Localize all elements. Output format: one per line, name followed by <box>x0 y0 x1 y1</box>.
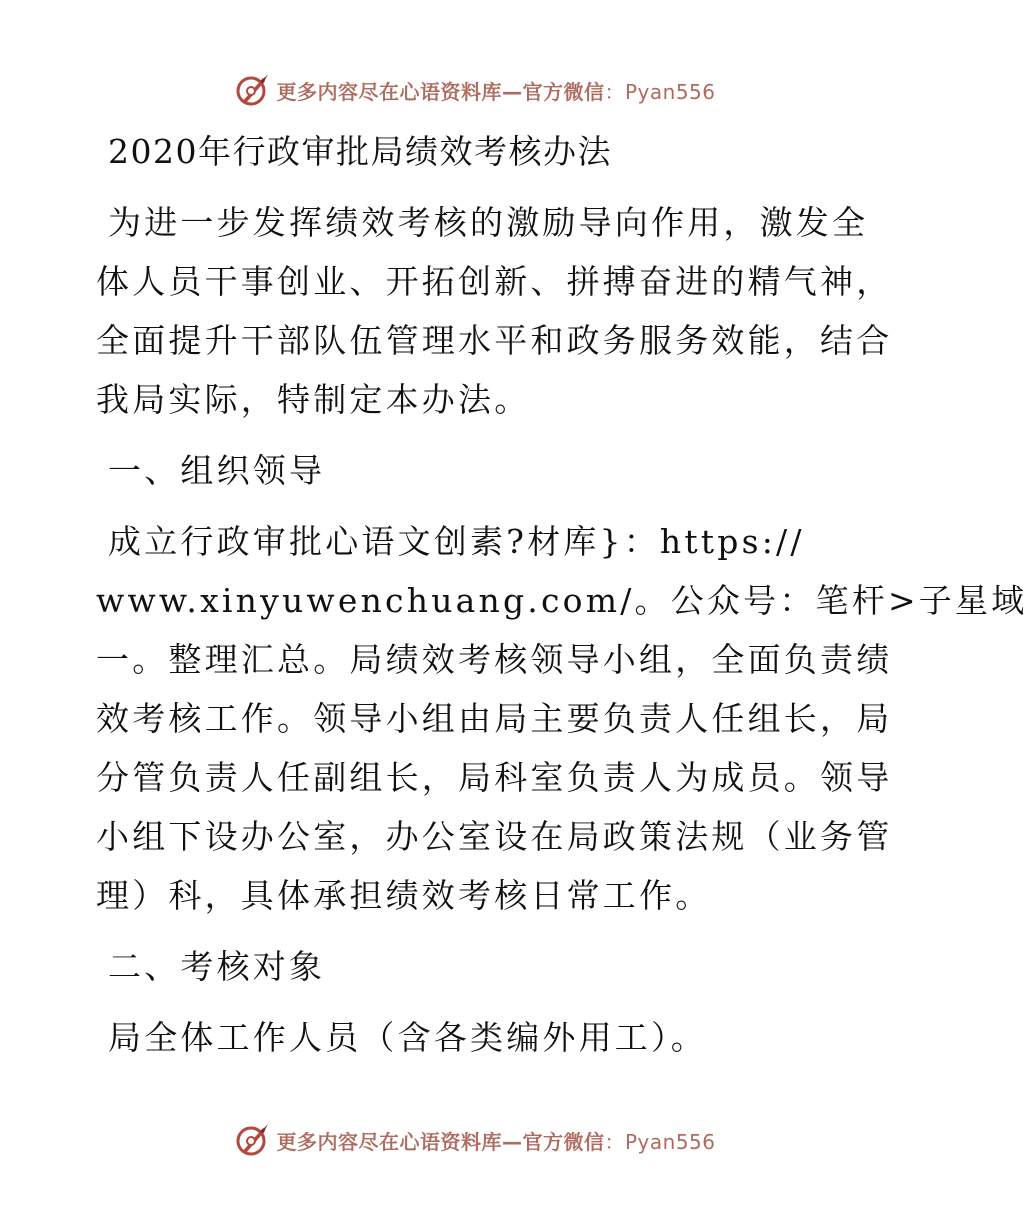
paragraph-line: www.xinyuwenchuang.com/。公众号：笔杆>子星域 <box>96 581 1027 620</box>
section1-paragraph <box>96 512 1027 925</box>
section-heading-assessment-targets: 二、考核对象 <box>108 947 326 986</box>
paragraph-line: 小组下设办公室，办公室设在局政策法规（业务管 <box>96 817 893 856</box>
paragraph-line: 体人员干事创业、开拓创新、拼搏奋进的精气神， <box>96 262 893 301</box>
paragraph-line: 为进一步发挥绩效考核的激励导向作用，激发全 <box>108 203 869 242</box>
document-body <box>96 122 1027 1067</box>
document-title: 2020年行政审批局绩效考核办法 <box>108 132 612 171</box>
paragraph-line: 理）科，具体承担绩效考核日常工作。 <box>96 876 712 915</box>
section-heading-organization: 一、组织领导 <box>108 451 326 490</box>
watermark-text: 更多内容尽在心语资料库—官方微信：Pyan556 <box>276 1129 716 1154</box>
watermark-text: 更多内容尽在心语资料库—官方微信：Pyan556 <box>276 79 716 104</box>
quill-logo-icon <box>234 1122 270 1158</box>
paragraph-line: 我局实际，特制定本办法。 <box>96 380 531 419</box>
paragraph-line: 成立行政审批心语文创素?材库}：https:// <box>108 522 805 561</box>
paragraph-line: 分管负责人任副组长，局科室负责人为成员。领导 <box>96 758 893 797</box>
quill-logo-icon <box>234 72 270 108</box>
intro-paragraph <box>96 193 893 429</box>
paragraph-line: 一。整理汇总。局绩效考核领导小组，全面负责绩 <box>96 640 893 679</box>
watermark-banner-top <box>0 70 950 110</box>
watermark-banner-bottom <box>0 1120 950 1160</box>
paragraph-line: 效考核工作。领导小组由局主要负责人任组长，局 <box>96 699 893 738</box>
section2-paragraph <box>96 1008 854 1067</box>
paragraph-line: 全面提升干部队伍管理水平和政务服务效能，结合 <box>96 321 893 360</box>
paragraph-line: 局全体工作人员（含各类编外用工）。 <box>108 1018 707 1057</box>
